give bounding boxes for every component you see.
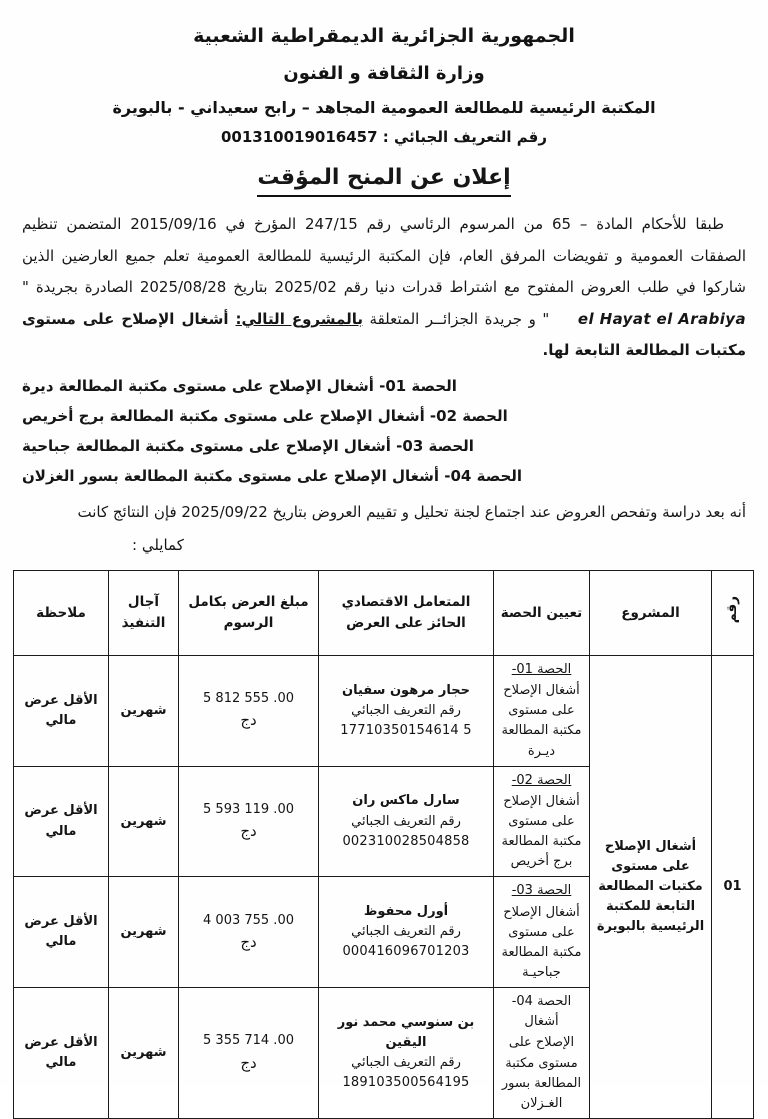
results-table: [13, 570, 754, 1119]
col-header-amount: مبلغ العرض بكامل الرسوم: [179, 571, 319, 656]
amount-currency: دج: [240, 932, 257, 951]
lot-list: [22, 371, 746, 491]
cell-amount: [179, 988, 319, 1119]
col-header-number-label: رقم: [724, 596, 741, 624]
intro-project-label: بالمشروع التالي:: [235, 309, 363, 328]
lot-description: أشغال الإصلاح على مستوى مكتبة المطالعة ديـرة: [501, 683, 582, 759]
cell-operator: [319, 766, 494, 877]
institution-name: المكتبة الرئيسية للمطالعة العمومية المجاهد – رابح سعيداني - بالبويرة: [112, 98, 656, 118]
operator-nif-value: 189103500564195: [342, 1075, 470, 1091]
ministry-name: وزارة الثقافة و الفنون: [283, 63, 485, 85]
lot-description: الإصلاح على مستوى مكتبة المطالعة بسور الغـزلان: [501, 1035, 582, 1111]
results-lead-in: كمايلي :: [132, 536, 184, 555]
amount-value: 5 593 119 .00: [203, 801, 294, 817]
operator-nif-label: رقم التعريف الجبائي: [351, 813, 461, 829]
operator-nif-value: 000416096701203: [342, 944, 470, 960]
cell-lot-designation: [494, 766, 590, 877]
letterhead: [0, 0, 768, 149]
intro-project-title: أشغال الإصلاح على مستوى مكتبات المطالعة التابعة لها.: [22, 309, 746, 360]
amount-currency: دج: [240, 711, 257, 730]
lot-title: الحصة 03-: [511, 883, 572, 899]
amount-currency: دج: [240, 822, 257, 841]
col-header-project: المشروع: [590, 571, 712, 656]
operator-nif-label: رقم التعريف الجبائي: [351, 1055, 461, 1071]
cell-project-number: 01: [712, 656, 754, 1119]
operator-nif-label: رقم التعريف الجبائي: [351, 702, 461, 718]
lot-title: الحصة 01-: [511, 662, 572, 678]
intro-paragraph: [22, 209, 746, 367]
cell-amount: [179, 877, 319, 988]
col-header-delay: آجال التنفيذ: [109, 571, 179, 656]
table-header-row: [14, 571, 754, 656]
cell-remark: الأقل عرض مالي: [14, 877, 109, 988]
cell-lot-designation: [494, 988, 590, 1119]
col-header-remark: ملاحظة: [14, 571, 109, 656]
document-body: [0, 209, 768, 560]
cell-amount: [179, 656, 319, 767]
cell-delay: شهرين: [109, 766, 179, 877]
cell-operator: [319, 877, 494, 988]
lot-title: الحصة 02-: [511, 772, 572, 788]
cell-delay: شهرين: [109, 988, 179, 1119]
page-title-text: إعلان عن المنح المؤقت: [257, 163, 510, 197]
evaluation-paragraph: أنه بعد دراسة وتفحص العروض عند اجتماع لجنة تحليل و تقييم العروض بتاريخ 2025/09/22 فإن النتائج كانت: [77, 502, 746, 521]
country-name: الجمهورية الجزائرية الديمقراطية الشعبية: [193, 25, 575, 47]
lot-list-item: الحصة 04- أشغال الإصلاح على مستوى مكتبة المطالعة بسور الغزلان: [22, 466, 523, 485]
lot-list-item: الحصة 01- أشغال الإصلاح على مستوى مكتبة المطالعة ديرة: [22, 376, 457, 395]
col-header-lot: تعيين الحصة: [494, 571, 590, 656]
cell-lot-designation: [494, 656, 590, 767]
amount-value: 4 003 755 .00: [203, 912, 294, 928]
cell-operator: [319, 988, 494, 1119]
intro-part-2: " و جريدة الجزائــر المتعلقة: [362, 309, 556, 328]
amount-value: 5 355 714 .00: [203, 1033, 294, 1049]
table-row: [14, 656, 754, 767]
lot-description: أشغال الإصلاح على مستوى مكتبة المطالعة برج أخريص: [501, 793, 582, 870]
col-header-operator: المتعامل الاقتصادي الحائز على العرض: [319, 571, 494, 656]
amount-currency: دج: [240, 1053, 257, 1072]
amount-value: 5 812 555 .00: [203, 691, 294, 707]
cell-delay: شهرين: [109, 656, 179, 767]
lot-title: الحصة 04- أشغال: [511, 994, 572, 1030]
newspaper-name: el Hayat el Arabiya: [577, 309, 746, 328]
operator-name: سارل ماكس ران: [352, 793, 460, 809]
results-table-head: [14, 571, 754, 656]
results-table-body: [14, 656, 754, 1119]
intro-part-1: طبقا للأحكام المادة – 65 من المرسوم الرئاسي رقم 247/15 المؤرخ في 2015/09/16 المتضمن تنظيم الصفقات العمومية و تفويضات المرفق العام، فإن المكتبة الرئيسية للمطالعة العمومية تعلم جميع العارضين الذين شاركوا في طلب العروض المفتوح مع اشتراط قدرات دنيا رقم 2025/02 بتاريخ 2025/08/28 الصادرة بجريدة ": [22, 215, 746, 297]
cell-remark: الأقل عرض مالي: [14, 988, 109, 1119]
lot-description: أشغال الإصلاح على مستوى مكتبة المطالعة جباحيـة: [501, 904, 582, 981]
operator-nif-value: 002310028504858: [342, 833, 470, 849]
operator-name: أورل محفوظ: [363, 904, 449, 920]
cell-operator: [319, 656, 494, 767]
operator-name: بن سنوسي محمد نور اليقين: [337, 1014, 475, 1050]
operator-nif-label: رقم التعريف الجبائي: [351, 924, 461, 940]
cell-project-title: أشغال الإصلاح على مستوى مكتبات المطالعة التابعة للمكتبة الرئيسية بالبويرة: [590, 656, 712, 1119]
cell-lot-designation: [494, 877, 590, 988]
cell-delay: شهرين: [109, 877, 179, 988]
page-title: [0, 163, 768, 197]
operator-name: حجار مرهون سفيان: [342, 682, 470, 698]
lot-list-item: الحصة 03- أشغال الإصلاح على مستوى مكتبة المطالعة جباحية: [22, 436, 474, 455]
institution-tax-id: رقم التعريف الجبائي : 001310019016457: [220, 128, 547, 147]
cell-remark: الأقل عرض مالي: [14, 656, 109, 767]
col-header-number: [712, 571, 754, 656]
lot-list-item: الحصة 02- أشغال الإصلاح على مستوى مكتبة المطالعة برج أخريص: [22, 406, 508, 425]
operator-nif-value: 17710350154614 5: [340, 722, 472, 738]
results-table-wrapper: [0, 560, 768, 1119]
cell-amount: [179, 766, 319, 877]
cell-remark: الأقل عرض مالي: [14, 766, 109, 877]
